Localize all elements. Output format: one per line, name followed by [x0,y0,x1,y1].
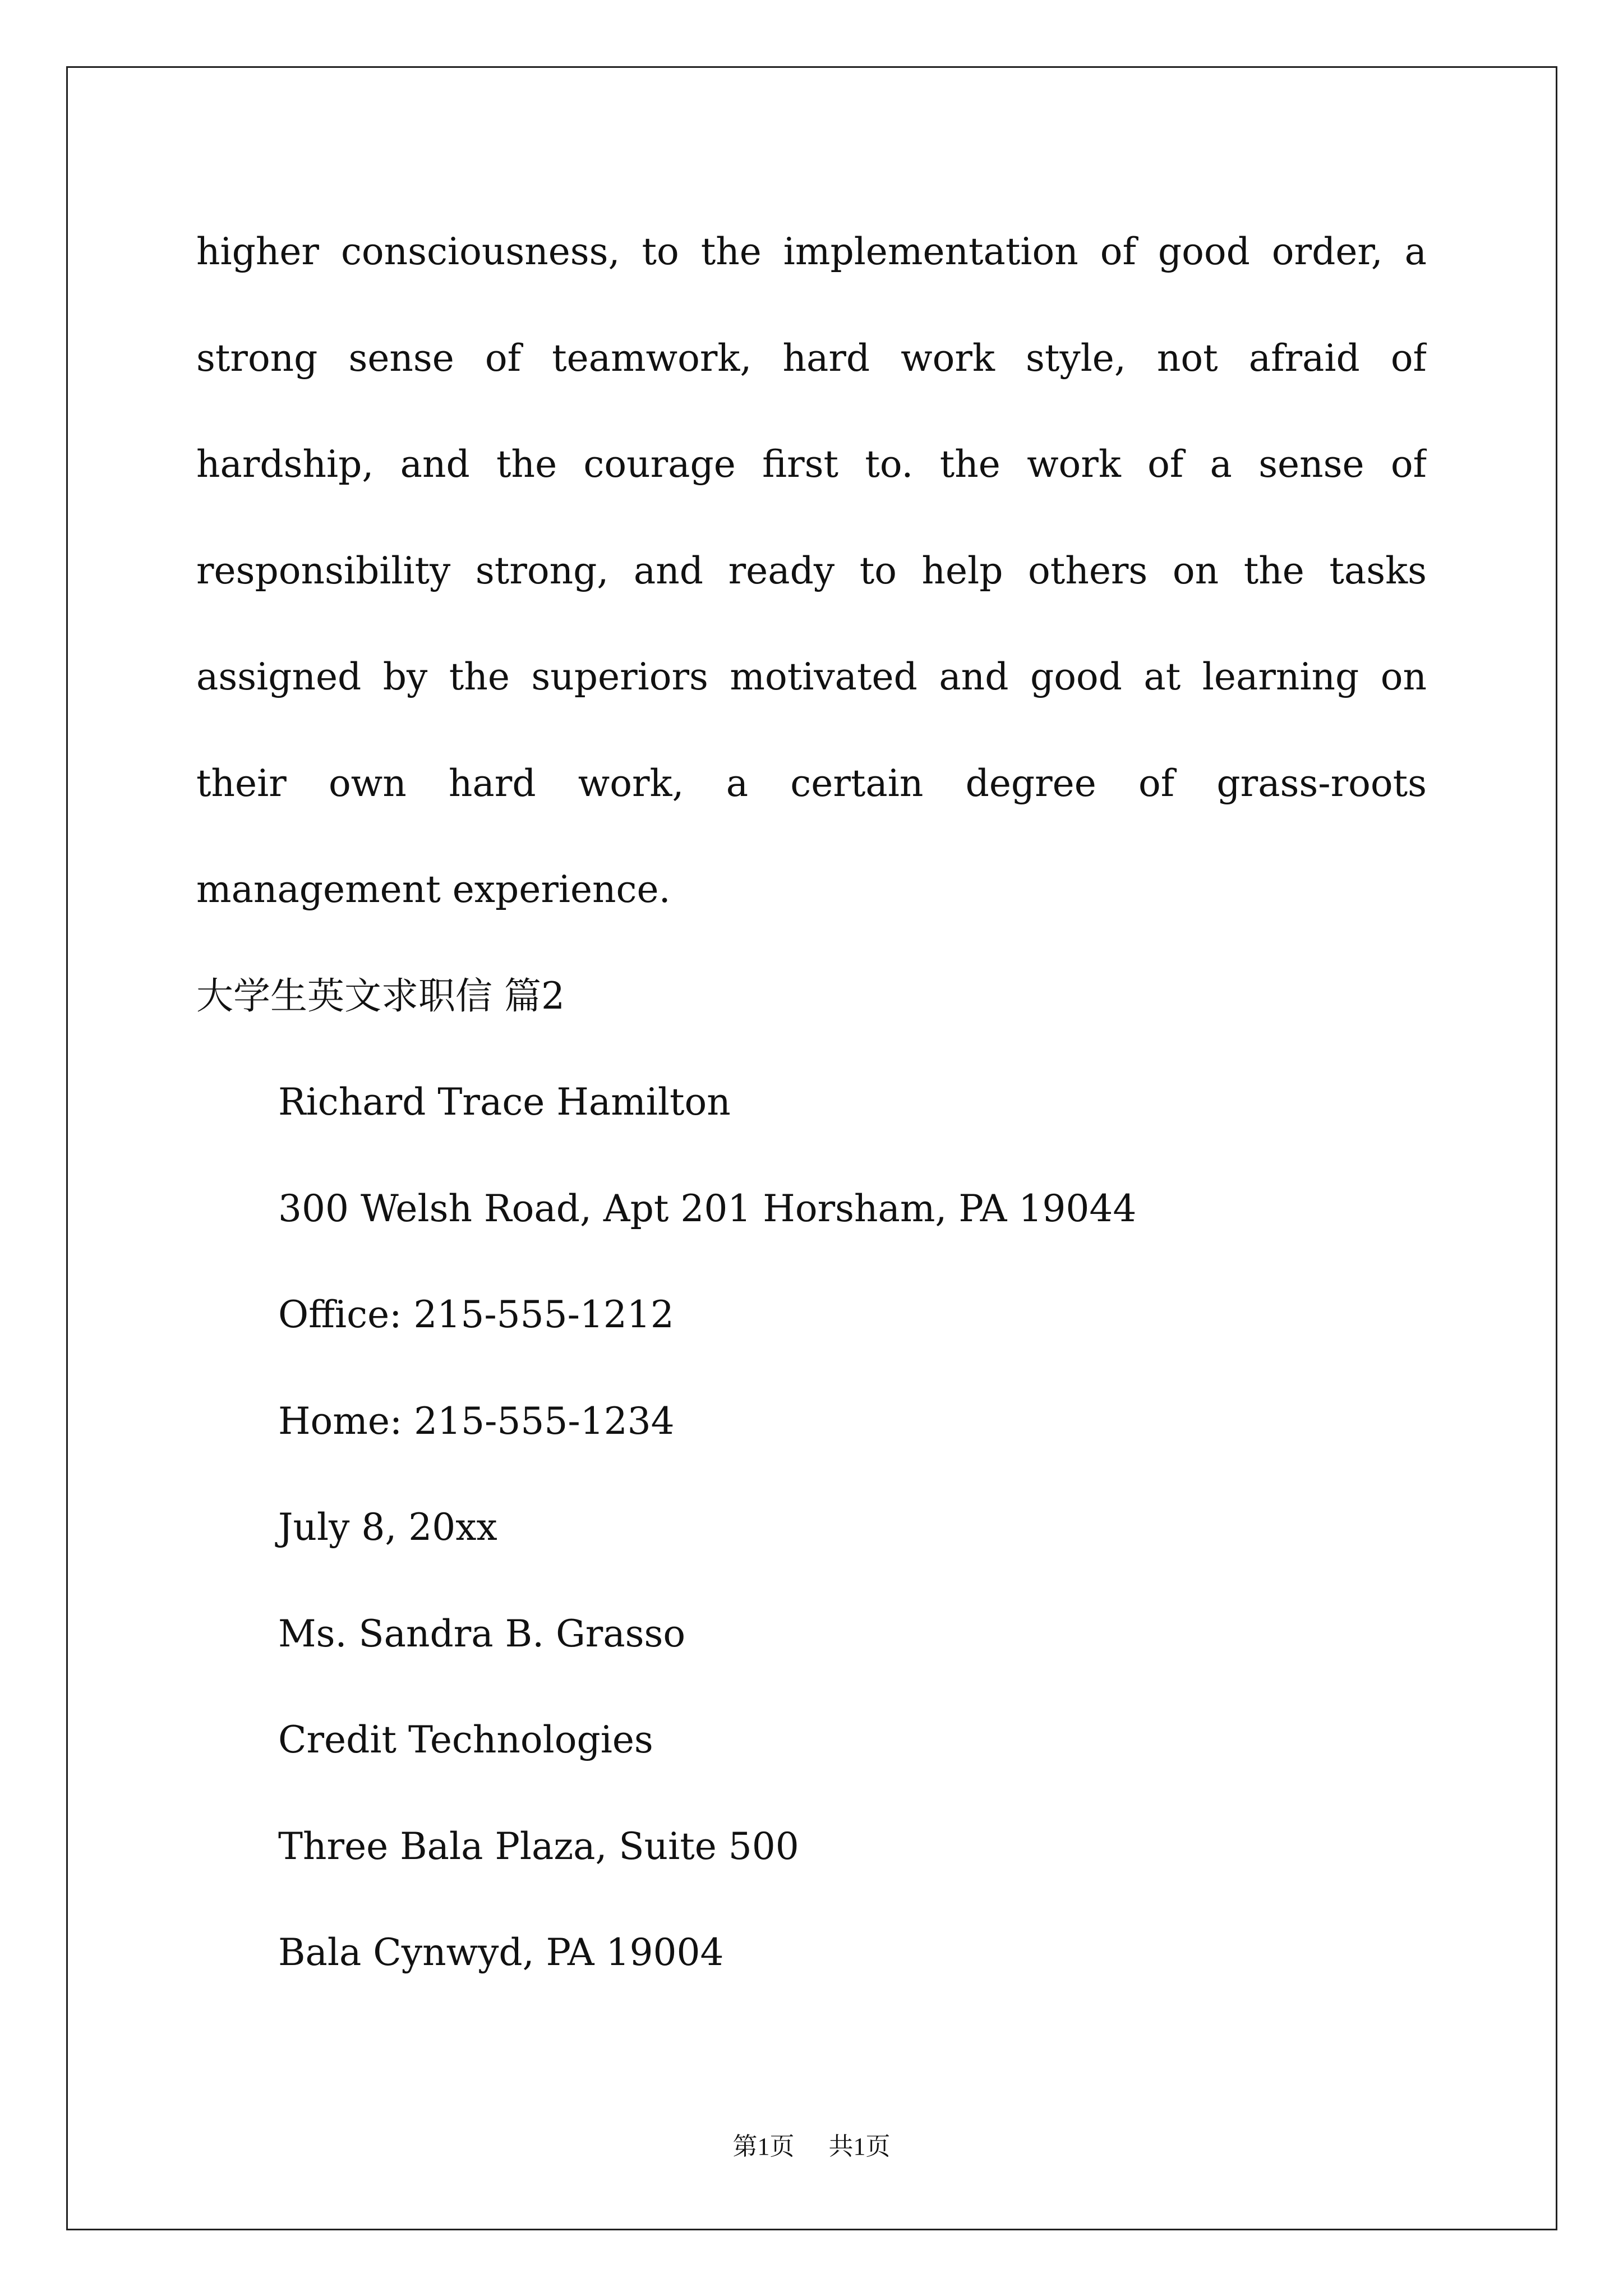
page-footer [0,2132,1623,2162]
paragraph-line: hardship, and the courage first to. the work of a sense of [196,443,1427,486]
sender-name: Richard Trace Hamilton [278,1080,731,1124]
document-body [196,199,1427,2006]
paragraph-line: assigned by the superiors motivated and good at learning on [196,655,1427,698]
letter-date: July 8, 20xx [278,1506,497,1549]
total-pages-label: 共1页 [828,2133,891,2160]
paragraph-line: higher consciousness, to the implementation of good order, a [196,230,1427,273]
office-phone: Office: 215-555-1212 [278,1293,674,1336]
recipient-street: Three Bala Plaza, Suite 500 [278,1824,799,1868]
current-page-label: 第1页 [732,2133,795,2160]
recipient-name: Ms. Sandra B. Grasso [278,1612,686,1655]
paragraph-line: responsibility strong, and ready to help others on the tasks [196,549,1427,592]
paragraph-line: management experience. [196,868,671,911]
home-phone: Home: 215-555-1234 [278,1399,675,1443]
recipient-city: Bala Cynwyd, PA 19004 [278,1931,724,1974]
sender-address: 300 Welsh Road, Apt 201 Horsham, PA 19044 [278,1186,1137,1230]
section-heading: 大学生英文求职信 篇2 [196,974,565,1018]
paragraph-line: their own hard work, a certain degree of grass-roots [196,761,1427,805]
paragraph-line: strong sense of teamwork, hard work style, not afraid of [196,336,1427,380]
recipient-company: Credit Technologies [278,1718,653,1761]
